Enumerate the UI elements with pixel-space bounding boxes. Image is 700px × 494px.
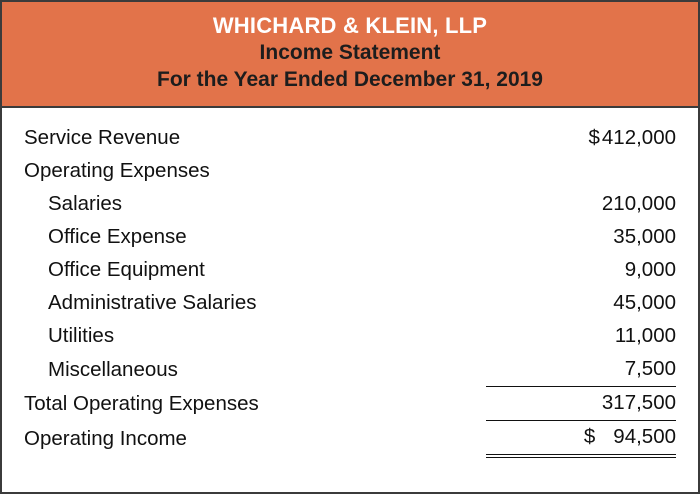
statement-row [24,188,676,221]
row-label: Operating Income [24,427,187,451]
row-amount [486,155,676,188]
row-amount [486,420,676,456]
statement-period: For the Year Ended December 31, 2019 [157,68,543,92]
statement-table [24,122,676,458]
currency-symbol: $ [588,126,600,150]
statement-row [24,353,676,387]
row-amount [486,188,676,221]
row-amount [486,122,676,155]
row-amount [486,320,676,353]
amount-value: 412,000 [601,126,676,150]
amount-value: 210,000 [601,192,676,216]
amount-value: 45,000 [613,291,676,315]
statement-row [24,287,676,320]
amount-value: 9,000 [624,258,676,282]
statement-title: Income Statement [259,41,441,65]
statement-row [24,420,676,456]
company-name: WHICHARD & KLEIN, LLP [212,13,488,38]
row-label: Administrative Salaries [48,291,257,315]
currency-symbol: $ [583,425,596,449]
row-label: Office Equipment [48,258,205,282]
row-amount [486,254,676,287]
statement-row [24,386,676,420]
statement-row [24,320,676,353]
row-amount [486,386,676,420]
row-label: Total Operating Expenses [24,391,259,415]
statement-header [2,2,698,108]
row-label: Service Revenue [24,126,181,150]
row-amount [486,353,676,387]
row-label: Utilities [48,324,115,348]
row-amount [486,221,676,254]
statement-row [24,155,676,188]
statement-row [24,122,676,155]
statement-row [24,221,676,254]
amount-value: 94,500 [613,425,676,449]
amount-value: 317,500 [601,391,676,415]
amount-value: 7,500 [624,357,676,381]
amount-value: 11,000 [614,324,676,348]
row-label: Office Expense [48,225,187,249]
statement-rows [24,122,676,456]
row-amount [486,287,676,320]
amount-value: 35,000 [613,225,676,249]
statement-body [2,108,698,492]
row-label: Operating Expenses [24,159,210,183]
row-label: Miscellaneous [48,357,178,381]
statement-row [24,254,676,287]
row-label: Salaries [48,192,123,216]
